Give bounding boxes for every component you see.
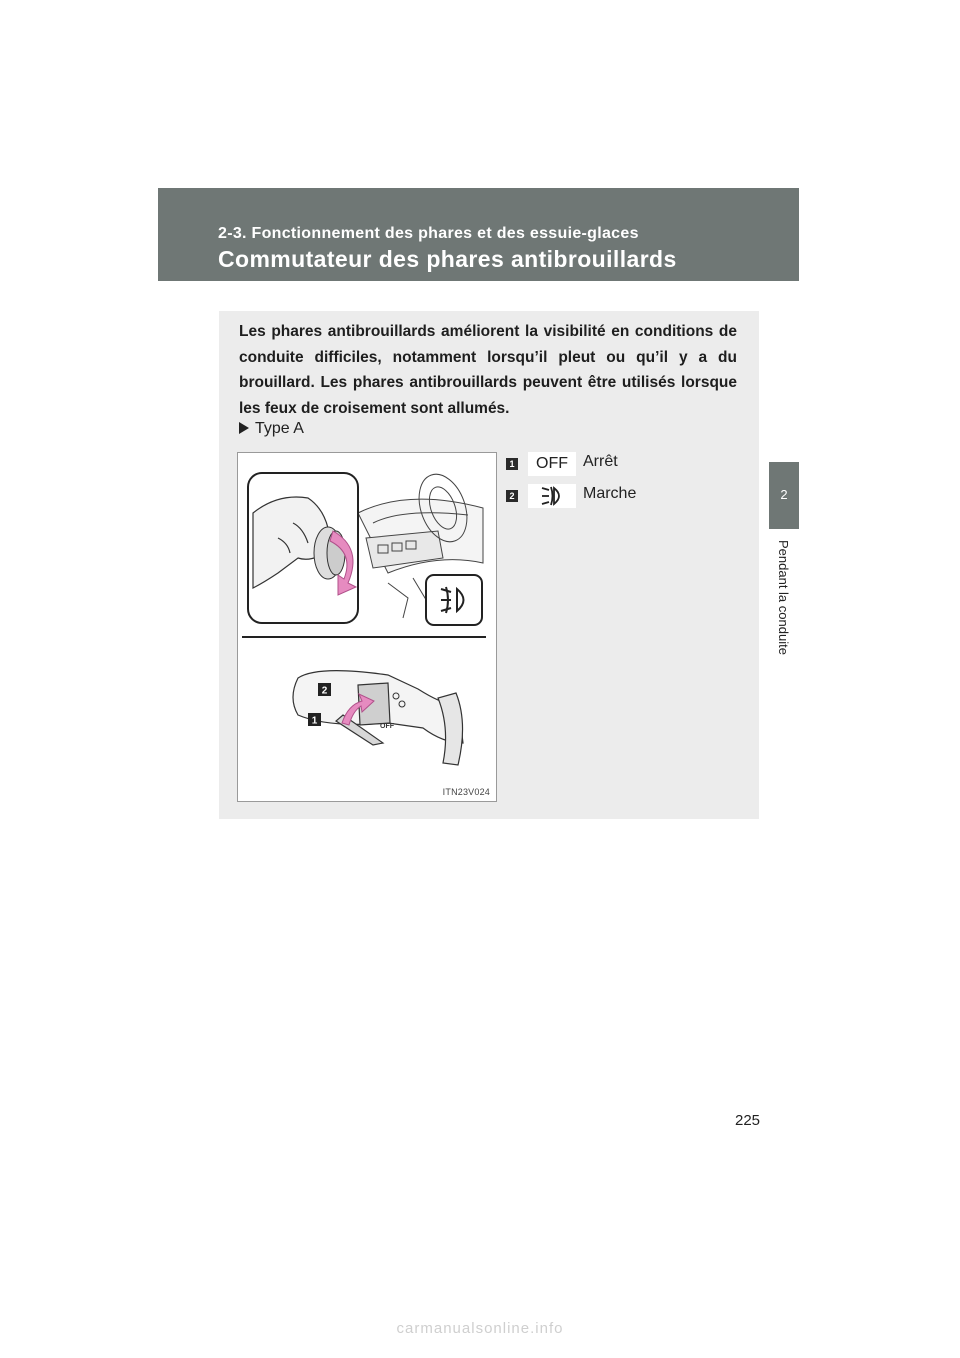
legend-label: Marche (583, 485, 637, 502)
figure-code: ITN23V024 (442, 787, 490, 797)
section-header (158, 188, 799, 281)
chapter-number: 2 (780, 487, 788, 502)
content-panel (219, 311, 759, 819)
callout-2-text: 2 (321, 685, 328, 697)
legend-item-on (506, 484, 706, 506)
chapter-label-text: Pendant la conduite (776, 540, 791, 655)
legend-number: 1 (506, 458, 518, 470)
chapter-label (770, 540, 800, 670)
legend-symbol-on (528, 484, 576, 508)
fog-symbol-inset (426, 575, 482, 625)
illustration-drawing (238, 453, 496, 801)
legend-symbol-off: OFF (528, 452, 576, 476)
watermark: carmanualsonline.info (396, 1320, 564, 1337)
legend-item-off (506, 452, 706, 474)
intro-paragraph: Les phares antibrouillards améliorent la visibilité en conditions de conduite difficiles, notamment lorsqu’il pleut ou qu’il y a du brouillard. Les phares antibrouillards peuvent être utilisés lorsque les feux de croisement sont allumés. (239, 323, 737, 417)
triangle-bullet-icon (239, 422, 249, 434)
page-title: Commutateur des phares antibrouillards (218, 246, 677, 272)
fog-light-icon (539, 485, 565, 507)
lever-off-label: OFF (380, 723, 394, 730)
legend-number: 2 (506, 490, 518, 502)
section-subtitle: 2-3. Fonctionnement des phares et des essuie-glaces (218, 225, 639, 242)
type-heading (239, 420, 304, 438)
type-label: Type A (255, 420, 304, 437)
page-number: 225 (735, 1112, 761, 1129)
callout-1-text: 1 (311, 715, 318, 727)
illustration (237, 452, 497, 802)
knob-sketch (314, 527, 345, 579)
chapter-tab (769, 462, 799, 529)
legend-label: Arrêt (583, 453, 618, 470)
